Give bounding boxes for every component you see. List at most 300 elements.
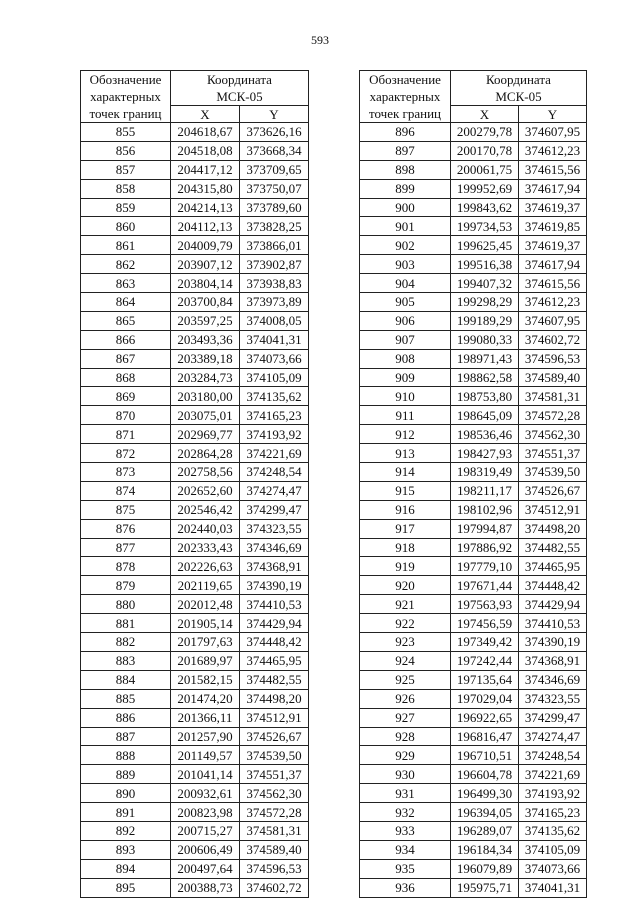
y-coordinate-cell: 373668,34 — [240, 141, 309, 160]
x-coordinate-cell: 204315,80 — [171, 179, 240, 198]
table-row — [360, 311, 587, 330]
y-coordinate-cell: 373828,25 — [240, 217, 309, 236]
y-coordinate-cell: 374572,28 — [519, 406, 587, 425]
y-coordinate-cell: 374041,31 — [240, 330, 309, 349]
x-coordinate-cell: 203700,84 — [171, 293, 240, 312]
y-coordinate-cell: 374619,37 — [519, 198, 587, 217]
x-coordinate-cell: 196816,47 — [451, 727, 519, 746]
x-coordinate-cell: 197886,92 — [451, 538, 519, 557]
point-number-cell: 889 — [81, 765, 171, 784]
point-number-cell: 931 — [360, 784, 451, 803]
table-row — [81, 614, 309, 633]
coordinates-table-left — [80, 70, 309, 898]
y-coordinate-cell: 374165,23 — [240, 406, 309, 425]
point-number-cell: 871 — [81, 425, 171, 444]
point-number-cell: 909 — [360, 368, 451, 387]
table-row — [81, 689, 309, 708]
x-coordinate-cell: 196079,89 — [451, 859, 519, 878]
x-coordinate-cell: 200170,78 — [451, 141, 519, 160]
point-number-cell: 860 — [81, 217, 171, 236]
table-row — [360, 576, 587, 595]
x-coordinate-cell: 202440,03 — [171, 519, 240, 538]
point-number-cell: 903 — [360, 255, 451, 274]
point-number-cell: 883 — [81, 651, 171, 670]
coordinate-header — [171, 71, 309, 106]
point-number-cell: 932 — [360, 803, 451, 822]
table-row — [360, 406, 587, 425]
y-coordinate-cell: 374390,19 — [519, 633, 587, 652]
table-row — [81, 349, 309, 368]
x-coordinate-cell: 198211,17 — [451, 481, 519, 500]
x-coordinate-cell: 197994,87 — [451, 519, 519, 538]
y-coordinate-cell: 374551,37 — [519, 444, 587, 463]
coordinate-header-line2: МСК-05 — [216, 89, 263, 104]
point-number-cell: 857 — [81, 160, 171, 179]
point-number-cell: 914 — [360, 463, 451, 482]
point-number-cell: 924 — [360, 651, 451, 670]
point-number-cell: 872 — [81, 444, 171, 463]
point-number-cell: 923 — [360, 633, 451, 652]
table-row — [360, 123, 587, 142]
point-number-cell: 897 — [360, 141, 451, 160]
y-coordinate-cell: 374193,92 — [519, 784, 587, 803]
x-coordinate-cell: 200932,61 — [171, 784, 240, 803]
point-number-cell: 917 — [360, 519, 451, 538]
y-coordinate-cell: 374346,69 — [519, 670, 587, 689]
table-row — [81, 387, 309, 406]
x-coordinate-cell: 199298,29 — [451, 293, 519, 312]
point-number-cell: 868 — [81, 368, 171, 387]
designation-header — [81, 71, 171, 123]
point-number-cell: 880 — [81, 595, 171, 614]
y-coordinate-cell: 374596,53 — [519, 349, 587, 368]
table-row — [81, 311, 309, 330]
table-row — [360, 859, 587, 878]
x-coordinate-cell: 203907,12 — [171, 255, 240, 274]
table-row — [360, 595, 587, 614]
point-number-cell: 890 — [81, 784, 171, 803]
point-number-cell: 908 — [360, 349, 451, 368]
y-coordinate-cell: 374612,23 — [519, 293, 587, 312]
y-coordinate-cell: 374581,31 — [519, 387, 587, 406]
table-row — [81, 274, 309, 293]
y-coordinate-cell: 374465,95 — [519, 557, 587, 576]
designation-header-line3: точек границ — [368, 106, 442, 121]
x-coordinate-cell: 202864,28 — [171, 444, 240, 463]
x-column-header: X — [171, 106, 240, 123]
coordinates-table-right — [359, 70, 587, 898]
x-coordinate-cell: 200279,78 — [451, 123, 519, 142]
y-coordinate-cell: 374589,40 — [519, 368, 587, 387]
table-row — [360, 160, 587, 179]
point-number-cell: 904 — [360, 274, 451, 293]
y-coordinate-cell: 374346,69 — [240, 538, 309, 557]
table-row — [81, 746, 309, 765]
x-coordinate-cell: 196394,05 — [451, 803, 519, 822]
designation-header — [360, 71, 451, 123]
point-number-cell: 907 — [360, 330, 451, 349]
y-coordinate-cell: 374368,91 — [519, 651, 587, 670]
x-coordinate-cell: 197779,10 — [451, 557, 519, 576]
x-coordinate-cell: 200497,64 — [171, 859, 240, 878]
y-coordinate-cell: 374551,37 — [240, 765, 309, 784]
x-coordinate-cell: 203284,73 — [171, 368, 240, 387]
x-coordinate-cell: 196184,34 — [451, 840, 519, 859]
coordinate-header-line2: МСК-05 — [495, 89, 542, 104]
x-coordinate-cell: 201797,63 — [171, 633, 240, 652]
table-row — [81, 708, 309, 727]
table-row — [81, 179, 309, 198]
y-coordinate-cell: 373709,65 — [240, 160, 309, 179]
x-coordinate-cell: 200823,98 — [171, 803, 240, 822]
point-number-cell: 898 — [360, 160, 451, 179]
table-row — [81, 368, 309, 387]
x-coordinate-cell: 200606,49 — [171, 840, 240, 859]
table-row — [360, 878, 587, 897]
x-coordinate-cell: 196499,30 — [451, 784, 519, 803]
y-coordinate-cell: 374323,55 — [240, 519, 309, 538]
x-coordinate-cell: 203493,36 — [171, 330, 240, 349]
x-coordinate-cell: 198102,96 — [451, 500, 519, 519]
point-number-cell: 927 — [360, 708, 451, 727]
x-coordinate-cell: 203389,18 — [171, 349, 240, 368]
point-number-cell: 882 — [81, 633, 171, 652]
x-coordinate-cell: 199516,38 — [451, 255, 519, 274]
point-number-cell: 862 — [81, 255, 171, 274]
point-number-cell: 863 — [81, 274, 171, 293]
table-row — [360, 670, 587, 689]
table-row — [360, 746, 587, 765]
table-row — [81, 557, 309, 576]
point-number-cell: 892 — [81, 821, 171, 840]
x-coordinate-cell: 196710,51 — [451, 746, 519, 765]
x-coordinate-cell: 203597,25 — [171, 311, 240, 330]
y-coordinate-cell: 374410,53 — [240, 595, 309, 614]
point-number-cell: 864 — [81, 293, 171, 312]
y-coordinate-cell: 374526,67 — [519, 481, 587, 500]
table-row — [81, 236, 309, 255]
point-number-cell: 865 — [81, 311, 171, 330]
point-number-cell: 887 — [81, 727, 171, 746]
point-number-cell: 869 — [81, 387, 171, 406]
y-coordinate-cell: 374105,09 — [519, 840, 587, 859]
point-number-cell: 900 — [360, 198, 451, 217]
y-coordinate-cell: 373866,01 — [240, 236, 309, 255]
y-coordinate-cell: 374539,50 — [519, 463, 587, 482]
y-coordinate-cell: 374596,53 — [240, 859, 309, 878]
y-coordinate-cell: 373902,87 — [240, 255, 309, 274]
table-row — [81, 784, 309, 803]
point-number-cell: 916 — [360, 500, 451, 519]
x-coordinate-cell: 199189,29 — [451, 311, 519, 330]
table-row — [81, 123, 309, 142]
y-column-header: Y — [240, 106, 309, 123]
y-coordinate-cell: 374526,67 — [240, 727, 309, 746]
table-row — [360, 481, 587, 500]
y-coordinate-cell: 374581,31 — [240, 821, 309, 840]
table-row — [360, 708, 587, 727]
x-coordinate-cell: 199843,62 — [451, 198, 519, 217]
table-row — [81, 651, 309, 670]
point-number-cell: 867 — [81, 349, 171, 368]
table-row — [360, 765, 587, 784]
point-number-cell: 915 — [360, 481, 451, 500]
y-coordinate-cell: 374448,42 — [240, 633, 309, 652]
point-number-cell: 936 — [360, 878, 451, 897]
table-row — [81, 217, 309, 236]
point-number-cell: 910 — [360, 387, 451, 406]
point-number-cell: 856 — [81, 141, 171, 160]
table-row — [81, 198, 309, 217]
x-coordinate-cell: 203180,00 — [171, 387, 240, 406]
table-row — [360, 519, 587, 538]
y-coordinate-cell: 374274,47 — [519, 727, 587, 746]
point-number-cell: 895 — [81, 878, 171, 897]
point-number-cell: 874 — [81, 481, 171, 500]
point-number-cell: 878 — [81, 557, 171, 576]
point-number-cell: 902 — [360, 236, 451, 255]
y-coordinate-cell: 373973,89 — [240, 293, 309, 312]
x-coordinate-cell: 201689,97 — [171, 651, 240, 670]
table-row — [81, 519, 309, 538]
table-row — [360, 557, 587, 576]
table-row — [81, 821, 309, 840]
x-coordinate-cell: 204009,79 — [171, 236, 240, 255]
point-number-cell: 870 — [81, 406, 171, 425]
x-coordinate-cell: 198753,80 — [451, 387, 519, 406]
point-number-cell: 866 — [81, 330, 171, 349]
coordinate-header-line1: Координата — [207, 72, 272, 87]
y-coordinate-cell: 374607,95 — [519, 123, 587, 142]
x-coordinate-cell: 198319,49 — [451, 463, 519, 482]
table-row — [81, 595, 309, 614]
designation-header-line1: Обозначение — [89, 72, 162, 87]
x-coordinate-cell: 199952,69 — [451, 179, 519, 198]
y-coordinate-cell: 374562,30 — [240, 784, 309, 803]
table-row — [360, 274, 587, 293]
point-number-cell: 861 — [81, 236, 171, 255]
point-number-cell: 885 — [81, 689, 171, 708]
y-coordinate-cell: 374193,92 — [240, 425, 309, 444]
table-row — [360, 368, 587, 387]
x-coordinate-cell: 197671,44 — [451, 576, 519, 595]
point-number-cell: 930 — [360, 765, 451, 784]
y-coordinate-cell: 374221,69 — [240, 444, 309, 463]
point-number-cell: 920 — [360, 576, 451, 595]
point-number-cell: 906 — [360, 311, 451, 330]
y-coordinate-cell: 374562,30 — [519, 425, 587, 444]
x-coordinate-cell: 202226,63 — [171, 557, 240, 576]
table-row — [360, 821, 587, 840]
point-number-cell: 905 — [360, 293, 451, 312]
x-coordinate-cell: 197242,44 — [451, 651, 519, 670]
y-column-header: Y — [519, 106, 587, 123]
point-number-cell: 913 — [360, 444, 451, 463]
table-row — [81, 141, 309, 160]
y-coordinate-cell: 374602,72 — [240, 878, 309, 897]
table-row — [81, 293, 309, 312]
table-row — [360, 803, 587, 822]
table-row — [81, 576, 309, 595]
x-coordinate-cell: 201582,15 — [171, 670, 240, 689]
y-coordinate-cell: 374248,54 — [240, 463, 309, 482]
x-coordinate-cell: 204214,13 — [171, 198, 240, 217]
y-coordinate-cell: 374429,94 — [519, 595, 587, 614]
y-coordinate-cell: 374073,66 — [240, 349, 309, 368]
x-coordinate-cell: 202119,65 — [171, 576, 240, 595]
table-row — [360, 840, 587, 859]
y-coordinate-cell: 373626,16 — [240, 123, 309, 142]
x-coordinate-cell: 197456,59 — [451, 614, 519, 633]
table-row — [360, 255, 587, 274]
table-row — [360, 538, 587, 557]
point-number-cell: 934 — [360, 840, 451, 859]
designation-header-line1: Обозначение — [369, 72, 441, 87]
y-coordinate-cell: 374390,19 — [240, 576, 309, 595]
table-row — [81, 330, 309, 349]
table-row — [360, 651, 587, 670]
x-coordinate-cell: 196289,07 — [451, 821, 519, 840]
point-number-cell: 893 — [81, 840, 171, 859]
x-coordinate-cell: 200061,75 — [451, 160, 519, 179]
table-row — [81, 633, 309, 652]
x-coordinate-cell: 202758,56 — [171, 463, 240, 482]
designation-header-line2: характерных — [90, 89, 161, 104]
x-coordinate-cell: 202546,42 — [171, 500, 240, 519]
x-coordinate-cell: 195975,71 — [451, 878, 519, 897]
x-coordinate-cell: 198971,43 — [451, 349, 519, 368]
table-row — [81, 255, 309, 274]
point-number-cell: 925 — [360, 670, 451, 689]
y-coordinate-cell: 374619,37 — [519, 236, 587, 255]
point-number-cell: 918 — [360, 538, 451, 557]
table-row — [360, 614, 587, 633]
designation-header-line2: характерных — [369, 89, 441, 104]
coordinate-header — [451, 71, 587, 106]
table-row — [360, 633, 587, 652]
y-coordinate-cell: 374008,05 — [240, 311, 309, 330]
point-number-cell: 884 — [81, 670, 171, 689]
table-row — [360, 236, 587, 255]
y-coordinate-cell: 373938,83 — [240, 274, 309, 293]
y-coordinate-cell: 374299,47 — [240, 500, 309, 519]
point-number-cell: 935 — [360, 859, 451, 878]
y-coordinate-cell: 374221,69 — [519, 765, 587, 784]
y-coordinate-cell: 374448,42 — [519, 576, 587, 595]
y-coordinate-cell: 374410,53 — [519, 614, 587, 633]
point-number-cell: 921 — [360, 595, 451, 614]
table-row — [81, 463, 309, 482]
x-column-header: X — [451, 106, 519, 123]
y-coordinate-cell: 374248,54 — [519, 746, 587, 765]
table-row — [360, 217, 587, 236]
y-coordinate-cell: 373750,07 — [240, 179, 309, 198]
point-number-cell: 922 — [360, 614, 451, 633]
table-row — [81, 425, 309, 444]
y-coordinate-cell: 374073,66 — [519, 859, 587, 878]
point-number-cell: 891 — [81, 803, 171, 822]
x-coordinate-cell: 199625,45 — [451, 236, 519, 255]
table-row — [81, 803, 309, 822]
y-coordinate-cell: 374617,94 — [519, 179, 587, 198]
table-row — [81, 727, 309, 746]
x-coordinate-cell: 199734,53 — [451, 217, 519, 236]
table-row — [360, 463, 587, 482]
table-row — [360, 141, 587, 160]
table-row — [360, 784, 587, 803]
x-coordinate-cell: 197135,64 — [451, 670, 519, 689]
x-coordinate-cell: 196604,78 — [451, 765, 519, 784]
x-coordinate-cell: 202012,48 — [171, 595, 240, 614]
x-coordinate-cell: 204518,08 — [171, 141, 240, 160]
y-coordinate-cell: 374482,55 — [240, 670, 309, 689]
x-coordinate-cell: 200388,73 — [171, 878, 240, 897]
coordinate-header-line1: Координата — [486, 72, 551, 87]
y-coordinate-cell: 374619,85 — [519, 217, 587, 236]
table-row — [81, 481, 309, 500]
point-number-cell: 894 — [81, 859, 171, 878]
x-coordinate-cell: 198645,09 — [451, 406, 519, 425]
x-coordinate-cell: 202969,77 — [171, 425, 240, 444]
table-row — [360, 293, 587, 312]
table-row — [81, 765, 309, 784]
point-number-cell: 875 — [81, 500, 171, 519]
x-coordinate-cell: 198862,58 — [451, 368, 519, 387]
table-row — [81, 500, 309, 519]
y-coordinate-cell: 374135,62 — [519, 821, 587, 840]
x-coordinate-cell: 196922,65 — [451, 708, 519, 727]
table-row — [81, 859, 309, 878]
y-coordinate-cell: 374612,23 — [519, 141, 587, 160]
table-row — [81, 670, 309, 689]
point-number-cell: 933 — [360, 821, 451, 840]
y-coordinate-cell: 374572,28 — [240, 803, 309, 822]
x-coordinate-cell: 201905,14 — [171, 614, 240, 633]
point-number-cell: 855 — [81, 123, 171, 142]
point-number-cell: 896 — [360, 123, 451, 142]
x-coordinate-cell: 198536,46 — [451, 425, 519, 444]
table-row — [360, 500, 587, 519]
point-number-cell: 899 — [360, 179, 451, 198]
y-coordinate-cell: 374615,56 — [519, 274, 587, 293]
y-coordinate-cell: 374135,62 — [240, 387, 309, 406]
x-coordinate-cell: 202652,60 — [171, 481, 240, 500]
x-coordinate-cell: 198427,93 — [451, 444, 519, 463]
x-coordinate-cell: 201257,90 — [171, 727, 240, 746]
point-number-cell: 877 — [81, 538, 171, 557]
table-row — [360, 198, 587, 217]
table-row — [360, 387, 587, 406]
x-coordinate-cell: 200715,27 — [171, 821, 240, 840]
x-coordinate-cell: 197349,42 — [451, 633, 519, 652]
x-coordinate-cell: 201474,20 — [171, 689, 240, 708]
y-coordinate-cell: 374615,56 — [519, 160, 587, 179]
y-coordinate-cell: 374498,20 — [240, 689, 309, 708]
y-coordinate-cell: 374429,94 — [240, 614, 309, 633]
x-coordinate-cell: 203075,01 — [171, 406, 240, 425]
y-coordinate-cell: 374041,31 — [519, 878, 587, 897]
table-row — [81, 878, 309, 897]
table-row — [81, 840, 309, 859]
point-number-cell: 929 — [360, 746, 451, 765]
designation-header-line3: точек границ — [89, 106, 162, 121]
x-coordinate-cell: 201041,14 — [171, 765, 240, 784]
x-coordinate-cell: 204417,12 — [171, 160, 240, 179]
point-number-cell: 876 — [81, 519, 171, 538]
y-coordinate-cell: 374165,23 — [519, 803, 587, 822]
table-row — [81, 160, 309, 179]
y-coordinate-cell: 374465,95 — [240, 651, 309, 670]
